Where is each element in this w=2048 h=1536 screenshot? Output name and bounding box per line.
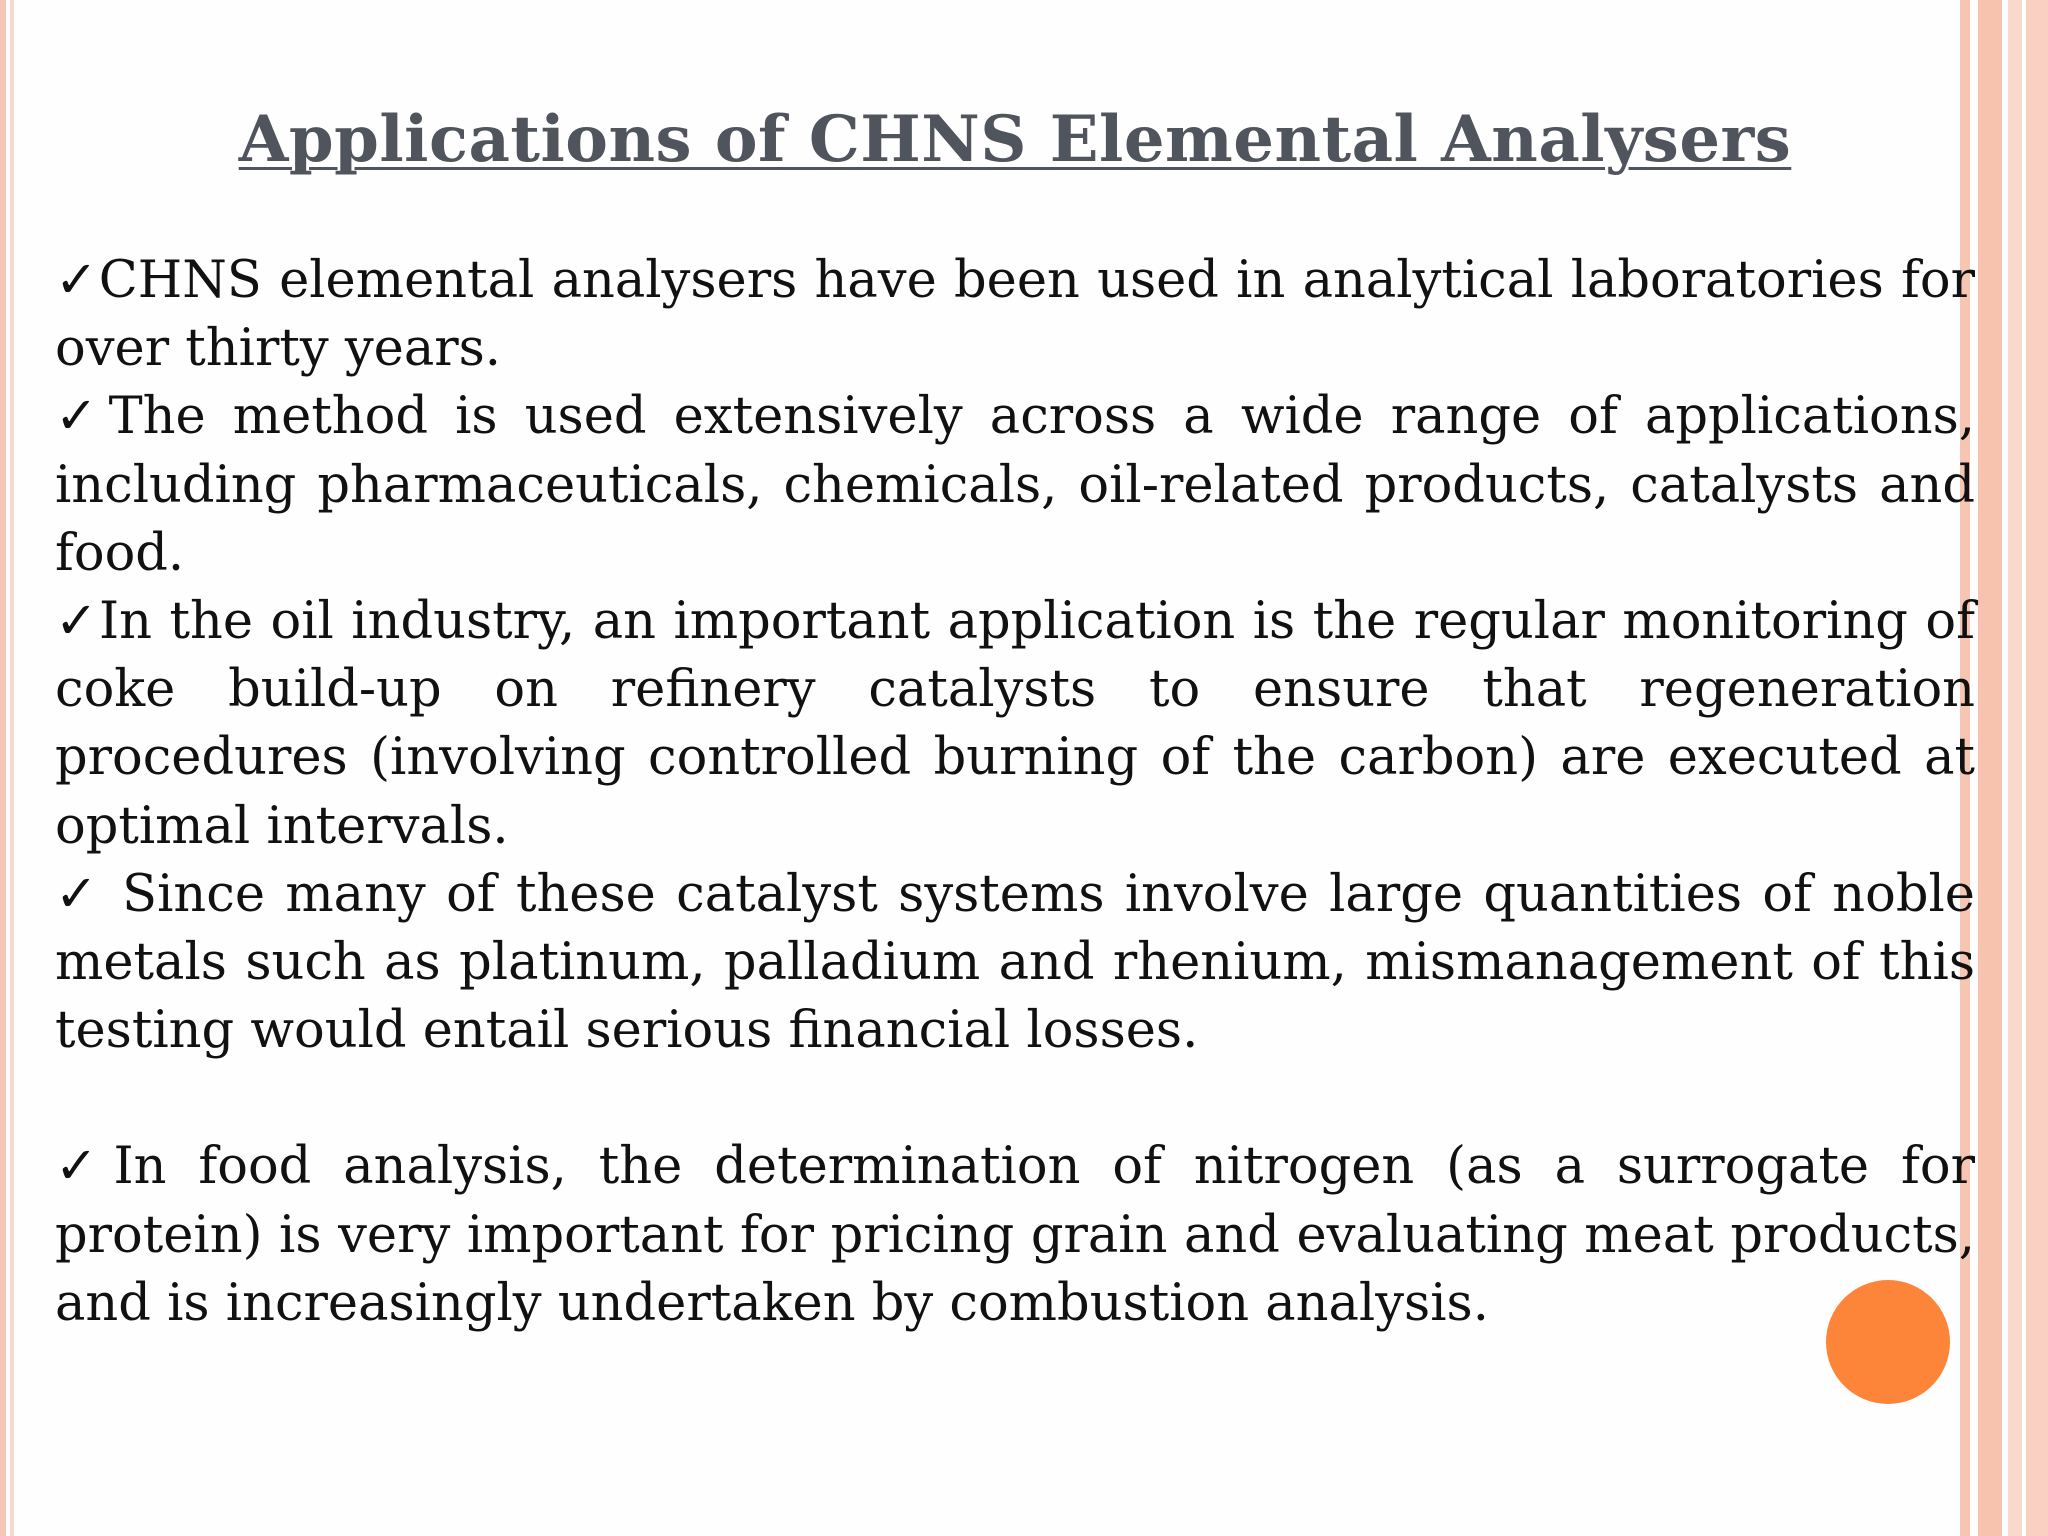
bullet-text: The method is used extensively across a wide range of applications, including pharmaceuticals, chemicals, oil-related products, catalysts and food. — [55, 387, 1975, 583]
slide-body — [55, 247, 1975, 1338]
slide-title — [0, 95, 2030, 185]
bullet-2 — [55, 383, 1975, 588]
bullet-text: In food analysis, the determination of nitrogen (as a surrogate for protein) is very important for pricing grain and evaluating meat products, and is increasingly undertaken by combustion analysis. — [55, 1137, 1975, 1333]
check-mark-icon: ✓ — [55, 1137, 114, 1197]
check-mark-icon: ✓ — [55, 251, 99, 310]
check-mark-icon: ✓ — [55, 864, 102, 924]
slide-title-text: Applications of CHNS Elemental Analysers — [238, 102, 1792, 177]
right-border-stripe-wide — [1978, 0, 2002, 1536]
left-border-stripe-inner — [10, 0, 14, 1536]
bullet-5 — [55, 1133, 1975, 1338]
bullet-text: CHNS elemental analysers have been used in analytical laboratories for over thirty years. — [55, 251, 1975, 379]
bullet-text: In the oil industry, an important application is the regular monitoring of coke build-up on refinery catalysts to ensure that regeneration procedures (involving controlled burning of the carbon) are executed at optimal intervals. — [55, 592, 1976, 856]
right-border-stripe-outer — [2026, 0, 2048, 1536]
bullet-3 — [55, 588, 1975, 861]
bullet-4 — [55, 861, 1975, 1066]
orange-circle-decoration — [1826, 1280, 1950, 1404]
check-mark-icon: ✓ — [55, 592, 100, 652]
bullet-1 — [55, 247, 1975, 383]
right-border-stripe-light — [2008, 0, 2022, 1536]
left-border-stripe — [0, 0, 6, 1536]
bullet-text: Since many of these catalyst systems involve large quantities of noble metals such as platinum, palladium and rhenium, mismanagement of this testing would entail serious financial losses. — [55, 864, 1975, 1061]
check-mark-icon: ✓ — [55, 387, 109, 447]
